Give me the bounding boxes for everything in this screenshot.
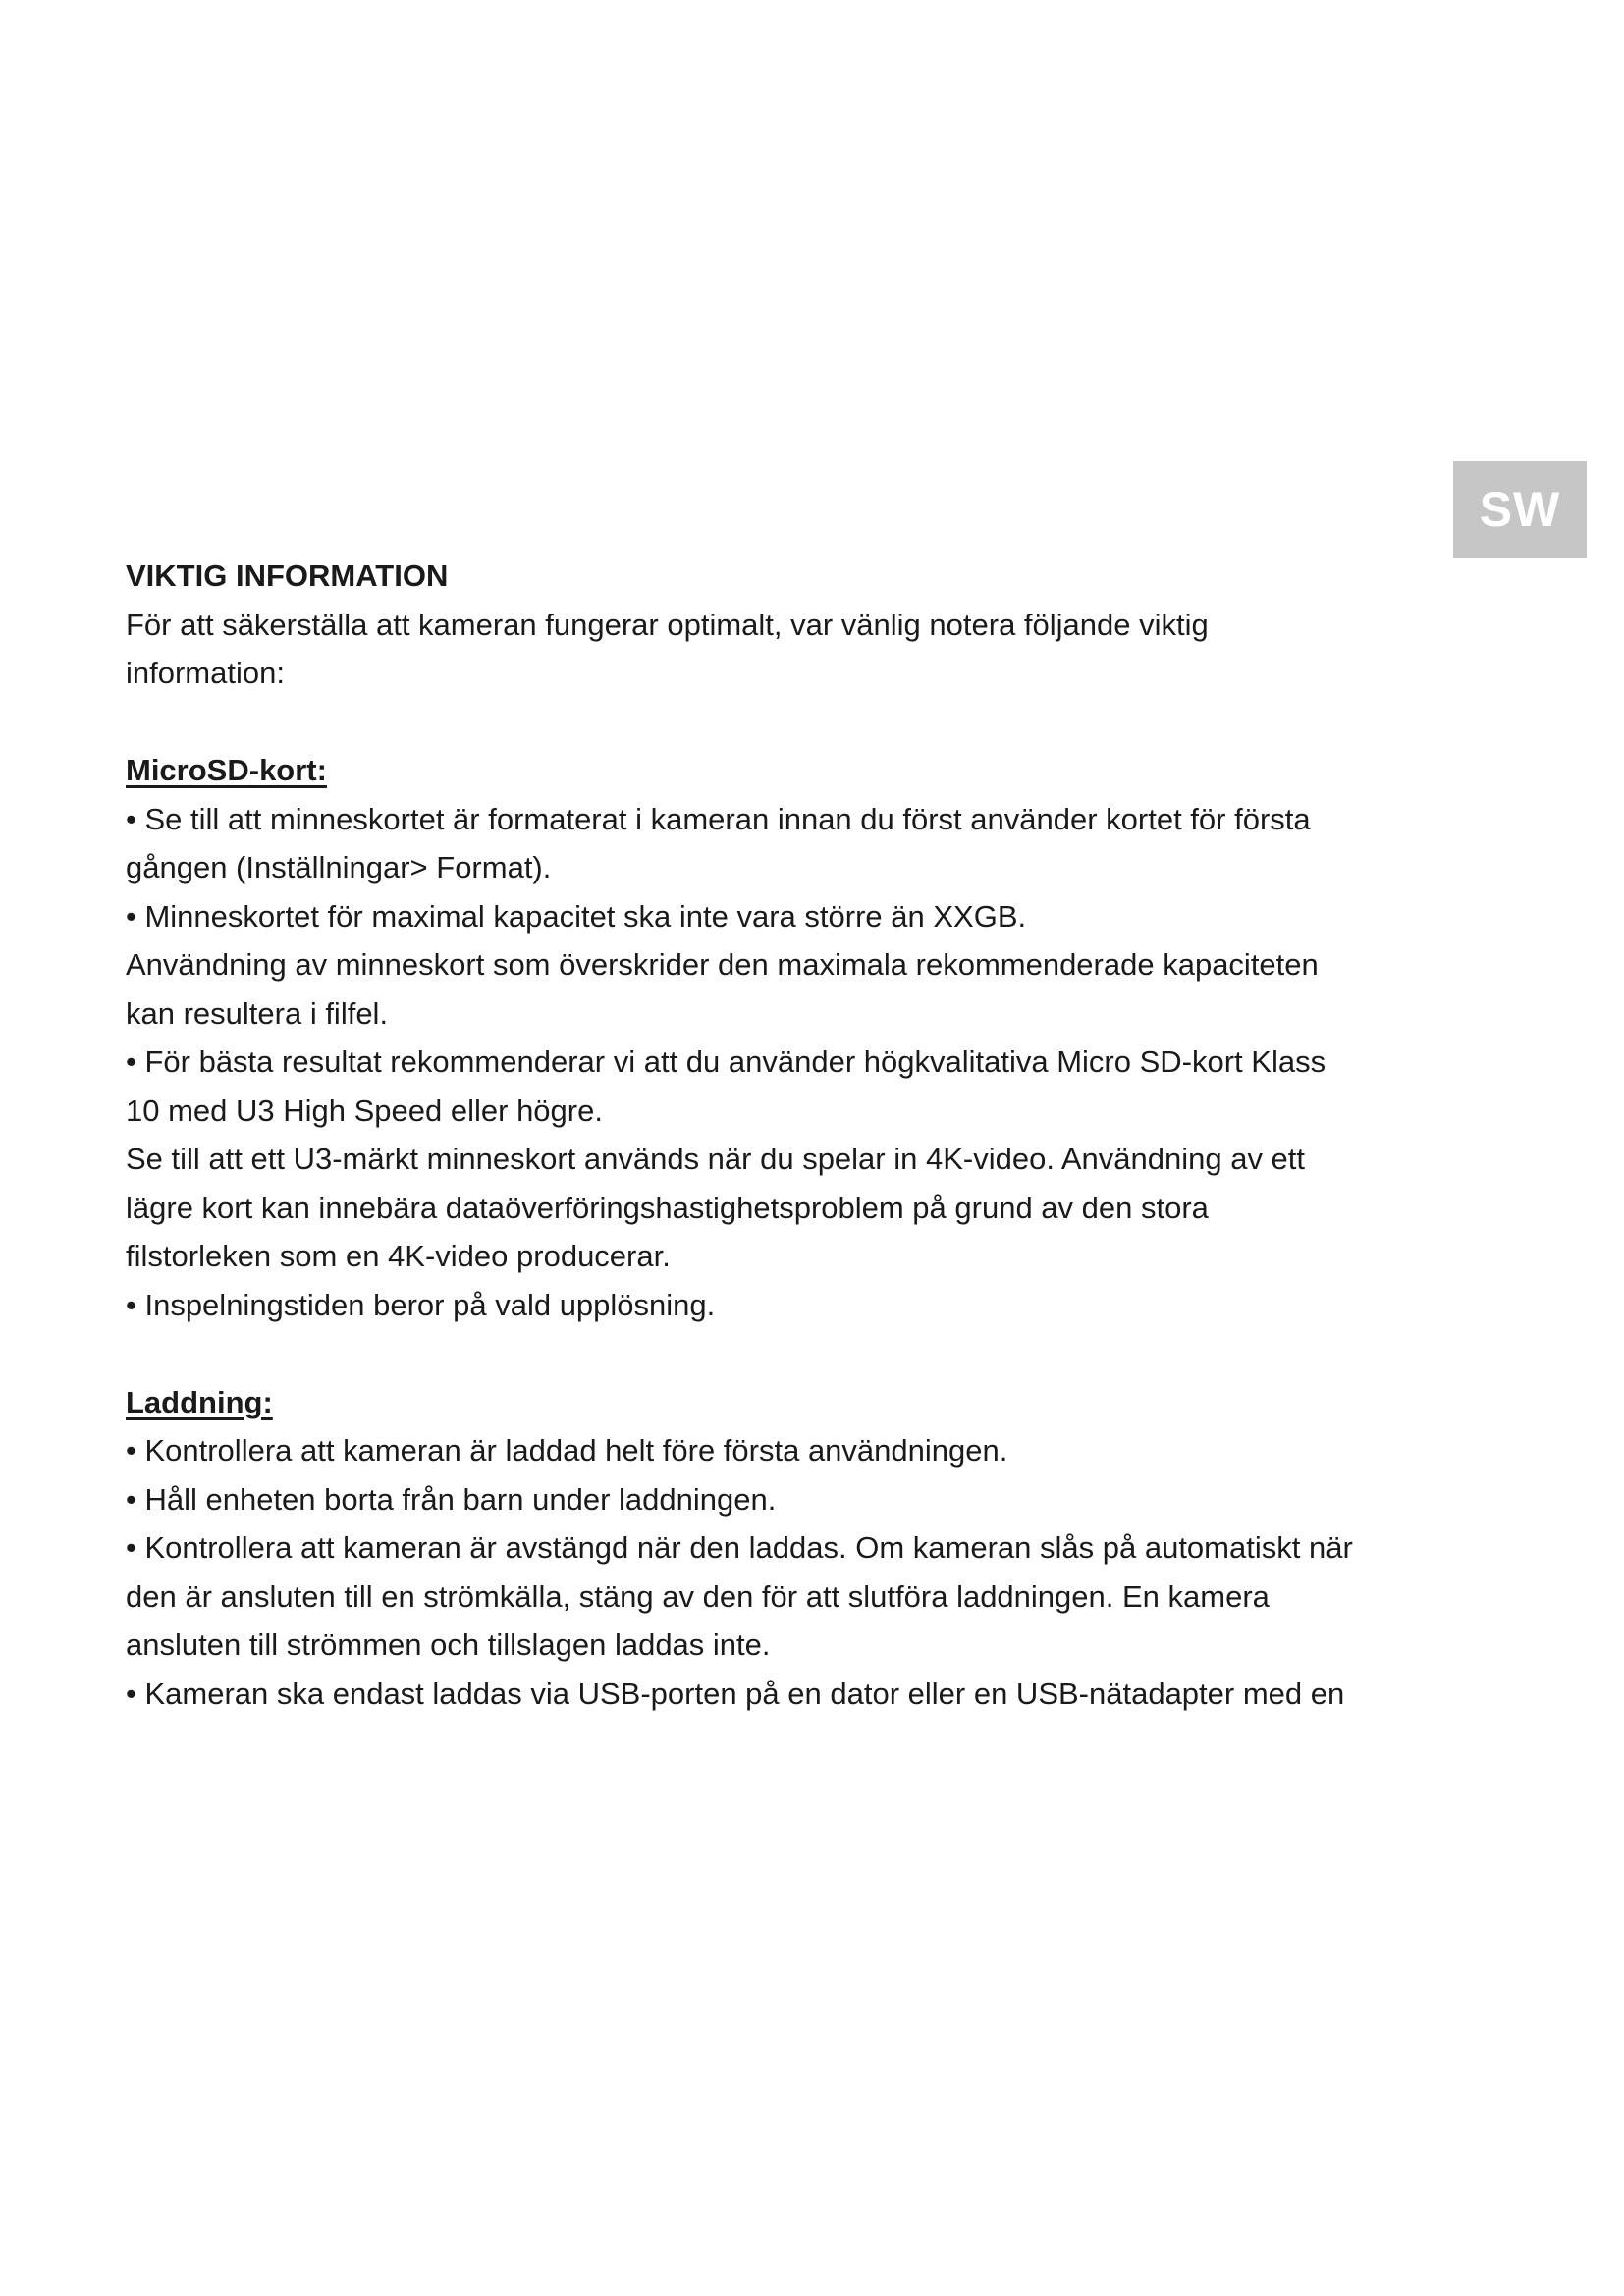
spacer (126, 698, 1520, 747)
section-title-important-information: VIKTIG INFORMATION (126, 559, 449, 593)
section-title-microsd: MicroSD-kort: (126, 753, 327, 787)
paragraph-line: • Minneskortet för maximal kapacitet ska inte vara större än XXGB. (126, 898, 1027, 934)
paragraph-line: gången (Inställningar> Format). (126, 850, 552, 884)
paragraph-line: ansluten till strömmen och tillslagen laddas inte. (126, 1628, 771, 1662)
section-title-charging: Laddning: (126, 1384, 273, 1419)
paragraph-line: • För bästa resultat rekommenderar vi att du använder högkvalitativa Micro SD-kort Klass (126, 1044, 1326, 1079)
paragraph-line: Användning av minneskort som överskrider den maximala rekommenderade kapaciteten (126, 947, 1319, 982)
paragraph-line: • Håll enheten borta från barn under laddningen. (126, 1481, 777, 1517)
paragraph-line: information: (126, 656, 285, 690)
paragraph-line: • Kontrollera att kameran är avstängd när den laddas. Om kameran slås på automatiskt när (126, 1530, 1353, 1565)
section-microsd (126, 746, 1520, 1329)
paragraph-line: • Kameran ska endast laddas via USB-porten på en dator eller en USB-nätadapter med en (126, 1676, 1345, 1711)
paragraph-line: Se till att ett U3-märkt minneskort används när du spelar in 4K-video. Användning av ett (126, 1142, 1306, 1176)
section-important-information (126, 552, 1520, 698)
paragraph-line: lägre kort kan innebära dataöverföringshastighetsproblem på grund av den stora (126, 1190, 1209, 1225)
document-body (126, 552, 1520, 1718)
spacer (126, 1329, 1520, 1378)
paragraph-line: 10 med U3 High Speed eller högre. (126, 1093, 603, 1128)
section-charging (126, 1378, 1520, 1719)
paragraph-line: • Inspelningstiden beror på vald upplösning. (126, 1287, 716, 1322)
paragraph-line: den är ansluten till en strömkälla, stäng av den för att slutföra laddningen. En kamera (126, 1578, 1270, 1614)
paragraph-line: kan resultera i filfel. (126, 995, 389, 1031)
paragraph-line: • Kontrollera att kameran är laddad helt före första användningen. (126, 1433, 1008, 1468)
paragraph-line: filstorleken som en 4K-video producerar. (126, 1239, 671, 1273)
paragraph-line: För att säkerställa att kameran fungerar optimalt, var vänlig notera följande viktig (126, 607, 1209, 642)
paragraph-line: • Se till att minneskortet är formaterat i kameran innan du först använder kortet för första (126, 801, 1311, 836)
language-tab: SW (1453, 461, 1587, 558)
